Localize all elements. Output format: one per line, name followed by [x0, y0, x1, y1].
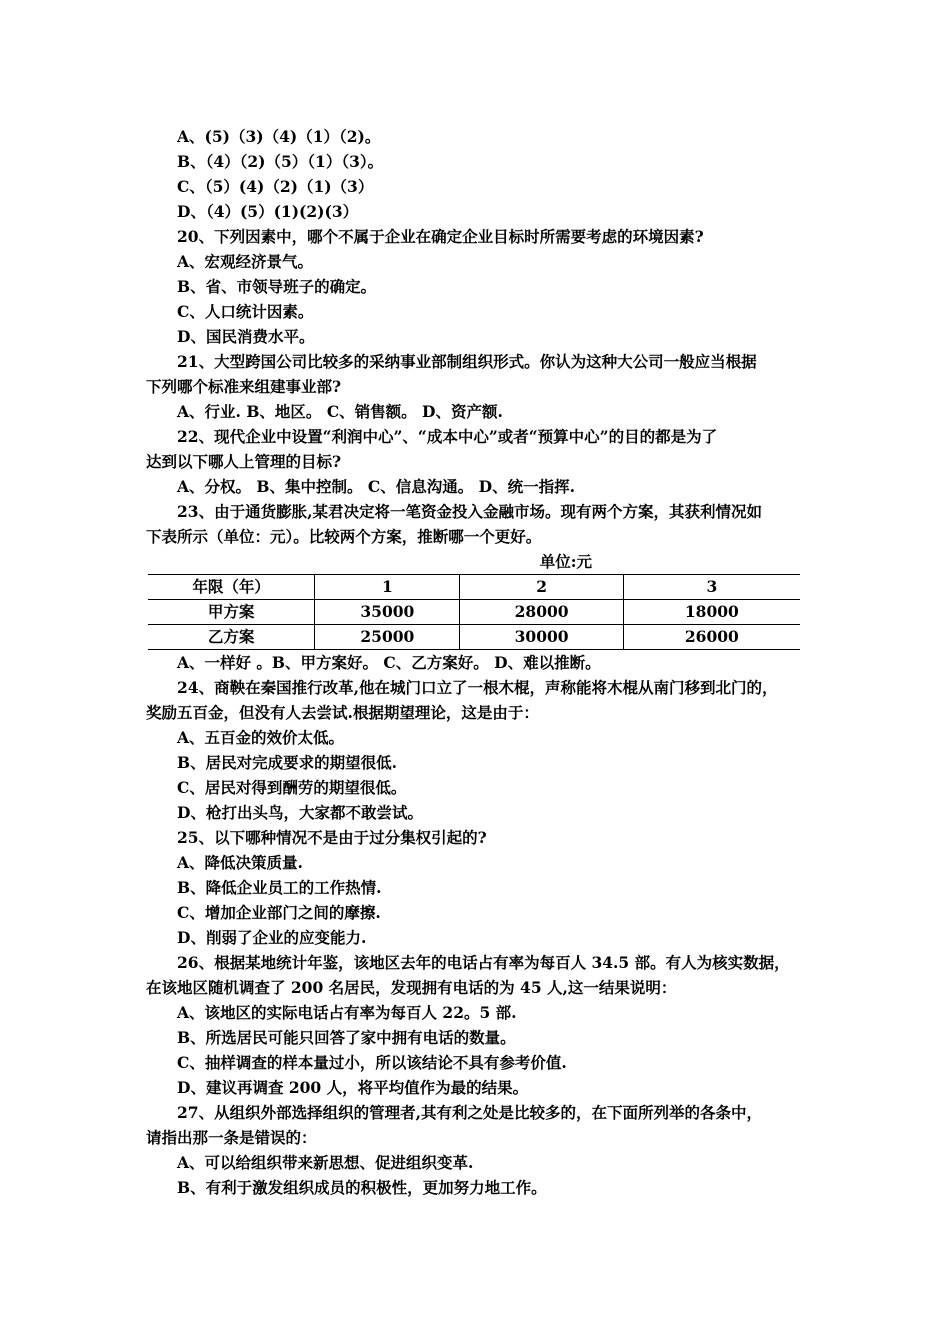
q26-stem-line2: 在该地区随机调查了 200 名居民，发现拥有电话的为 45 人,这一结果说明：: [146, 978, 677, 997]
q20-option-c: C、人口统计因素。: [177, 302, 314, 321]
q25-option-d: D、削弱了企业的应变能力.: [177, 928, 367, 947]
table-cell: 甲方案: [148, 600, 315, 625]
q21-stem-line2: 下列哪个标准来组建事业部?: [146, 377, 342, 396]
q22-stem-line1: 22、现代企业中设置“利润中心”、“成本中心”或者“预算中心”的目的都是为了: [177, 427, 718, 446]
q25-option-c: C、增加企业部门之间的摩擦.: [177, 903, 381, 922]
q24-option-b: B、居民对完成要求的期望很低.: [177, 753, 397, 772]
q26-stem-line1: 26、根据某地统计年鉴，该地区去年的电话占有率为每百人 34.5 部。有人为核实数据，: [177, 953, 790, 972]
q24-option-c: C、居民对得到酬劳的期望很低。: [177, 778, 407, 797]
q22-options: A、分权。 B、集中控制。 C、信息沟通。 D、统一指挥.: [177, 477, 575, 496]
q21-options: A、行业. B、地区。 C、销售额。 D、资产额.: [177, 402, 503, 421]
q24-option-d: D、枪打出头鸟，大家都不敢尝试。: [177, 803, 423, 822]
q26-option-c: C、抽样调查的样本量过小，所以该结论不具有参考价值.: [177, 1053, 567, 1072]
q27-option-b: B、有利于激发组织成员的积极性，更加努力地工作。: [177, 1178, 547, 1197]
table-header-cell: 3: [623, 575, 800, 600]
q20-option-d: D、国民消费水平。: [177, 327, 315, 346]
q26-option-a: A、该地区的实际电话占有率为每百人 22。5 部.: [177, 1003, 517, 1022]
table-cell: 30000: [460, 625, 623, 650]
q19-option-d: D、（4）(5）(1)(2)(3）: [177, 202, 359, 221]
q19-option-b: B、（4）（2)（5）（1）（3）。: [177, 152, 384, 171]
question-text: [146, 124, 806, 1200]
table-cell: 35000: [315, 600, 460, 625]
table-cell: 26000: [623, 625, 800, 650]
q24-option-a: A、五百金的效价太低。: [177, 728, 345, 747]
table-header-row: [148, 575, 800, 600]
q19-option-a: A、(5)（3)（4)（1）（2)。: [177, 127, 381, 146]
q20-option-a: A、宏观经济景气。: [177, 252, 314, 271]
table-header-cell: 1: [315, 575, 460, 600]
q27-stem-line1: 27、从组织外部选择组织的管理者,其有利之处是比较多的，在下面所列举的各条中，: [177, 1103, 762, 1122]
q25-option-a: A、降低决策质量.: [177, 853, 303, 872]
q23-stem-line2: 下表所示（单位：元）。比较两个方案，推断哪一个更好。: [146, 527, 542, 546]
q24-stem-line2: 奖励五百金，但没有人去尝试.根据期望理论，这是由于：: [146, 703, 539, 722]
q25-option-b: B、降低企业员工的工作热情.: [177, 878, 382, 897]
q19-option-c: C、（5）(4)（2)（1)（3）: [177, 177, 374, 196]
table-header-cell: 2: [460, 575, 623, 600]
q25-stem: 25、以下哪种情况不是由于过分集权引起的?: [177, 828, 487, 847]
table-row: [148, 625, 800, 650]
q23-stem-line1: 23、由于通货膨胀,某君决定将一笔资金投入金融市场。现有两个方案，其获利情况如: [177, 502, 762, 521]
table-unit-label: 单位:元: [539, 552, 592, 571]
table-cell: 28000: [460, 600, 623, 625]
table-header-cell: 年限（年）: [148, 575, 315, 600]
q27-option-a: A、可以给组织带来新思想、促进组织变革.: [177, 1153, 474, 1172]
q26-option-d: D、建议再调查 200 人，将平均值作为最的结果。: [177, 1078, 529, 1097]
q24-stem-line1: 24、商鞅在秦国推行改革,他在城门口立了一根木棍，声称能将木棍从南门移到北门的，: [177, 678, 778, 697]
q27-stem-line2: 请指出那一条是错误的：: [146, 1128, 317, 1147]
q21-stem-line1: 21、大型跨国公司比较多的采纳事业部制组织形式。你认为这种大公司一般应当根据: [177, 352, 757, 371]
q23-options: A、一样好 。B、甲方案好。 C、乙方案好。 D、难以推断。: [177, 653, 601, 672]
table-row: [148, 600, 800, 625]
table-cell: 乙方案: [148, 625, 315, 650]
table-cell: 18000: [623, 600, 800, 625]
q20-option-b: B、省、市领导班子的确定。: [177, 277, 377, 296]
q22-stem-line2: 达到以下哪人上管理的目标?: [146, 452, 342, 471]
profit-table: [148, 574, 800, 650]
table-cell: 25000: [315, 625, 460, 650]
q26-option-b: B、所选居民可能只回答了家中拥有电话的数量。: [177, 1028, 516, 1047]
q20-stem: 20、下列因素中，哪个不属于企业在确定企业目标时所需要考虑的环境因素?: [177, 227, 704, 246]
